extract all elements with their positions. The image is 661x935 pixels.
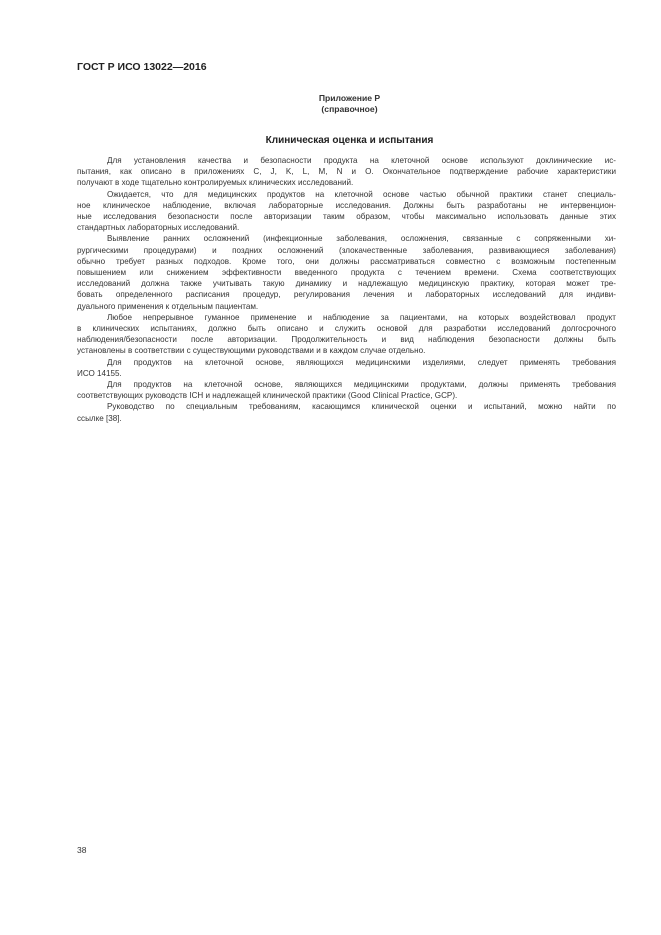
text-line: Для продуктов на клеточной основе, являющихся медицинскими продуктами, должны применять требования	[107, 380, 616, 390]
text-line: дуального применения к отдельным пациентам.	[77, 301, 259, 311]
text-line: в клинических испытаниях, должно быть описано и служить основой для разработки исследований долгосрочного	[77, 324, 616, 334]
document-header: ГОСТ Р ИСО 13022—2016	[77, 61, 207, 73]
text-line: обычно требует разных подходов. Кроме того, они должны рассматриваться совместно с возможным постепенным	[77, 256, 616, 266]
document-body	[77, 155, 616, 424]
text-line: Для продуктов на клеточной основе, являющихся медицинскими изделиями, следует применять требования	[107, 357, 616, 367]
paragraph	[77, 233, 616, 311]
text-line: получают в ходе тщательно контролируемых клинических исследований.	[77, 178, 354, 188]
annex-title: Приложение Р	[318, 93, 381, 103]
annex-type: (справочное)	[321, 104, 378, 114]
text-line: ИСО 14155.	[77, 368, 122, 378]
page-number: 38	[77, 845, 87, 855]
paragraph	[77, 312, 616, 357]
section-title: Клиническая оценка и испытания	[265, 135, 434, 146]
text-line: Любое непрерывное гуманное применение и наблюдение за пациентами, на которых воздействовал продукт	[107, 312, 616, 322]
text-line: бовать определенного расписания процедур, регулирования лечения и лабораторных исследований для индиви-	[77, 290, 616, 300]
paragraph	[77, 155, 616, 189]
text-line: ссылке [38].	[77, 413, 122, 423]
text-line: Ожидается, что для медицинских продуктов на клеточной основе частью обычной практики станет специаль-	[107, 189, 616, 199]
text-line: исследований должна также учитывать такую динамику и надлежащую медицинскую практику, которая может тре-	[77, 279, 616, 289]
text-line: Руководство по специальным требованиям, касающимся клинической оценки и испытаний, можно найти по	[107, 402, 616, 412]
text-line: ные исследования безопасности после авторизации таким образом, чтобы максимально использовать данные этих	[77, 212, 616, 222]
text-line: рургическими процедурами) и поздних осложнений (злокачественные заболевания, развивающиеся заболевания)	[77, 245, 616, 255]
text-line: Для установления качества и безопасности продукта на клеточной основе используют доклинические ис-	[107, 156, 616, 165]
text-line: соответствующих руководств ICH и надлежащей клинической практики (Good Clinical Practice, GCP).	[77, 391, 458, 401]
text-line: повышением или снижением эффективности введенного продукта с течением времени. Схема соответствующих	[77, 268, 616, 278]
annex-heading	[0, 93, 661, 115]
paragraph	[77, 357, 616, 379]
text-line: пытания, как описано в приложениях C, J, K, L, M, N и O. Окончательное подтверждение рабочие характеристики	[77, 167, 616, 177]
paragraph	[77, 379, 616, 401]
text-line: ное клиническое наблюдение, включая лабораторные исследования. Должны быть разработаны не интервенцион-	[77, 200, 616, 210]
text-line: стандартных лабораторных исследований.	[77, 223, 240, 233]
paragraph	[77, 401, 616, 423]
text-line: наблюдения/безопасности после авторизации. Продолжительность и вид наблюдения безопасности должны быть	[77, 335, 616, 345]
text-line: установлены в соответствии с существующими руководствами и в каждом случае отдельно.	[77, 346, 426, 356]
paragraph	[77, 189, 616, 234]
text-line: Выявление ранних осложнений (инфекционные заболевания, осложнения, связанные с сопряженными хи-	[107, 234, 616, 244]
